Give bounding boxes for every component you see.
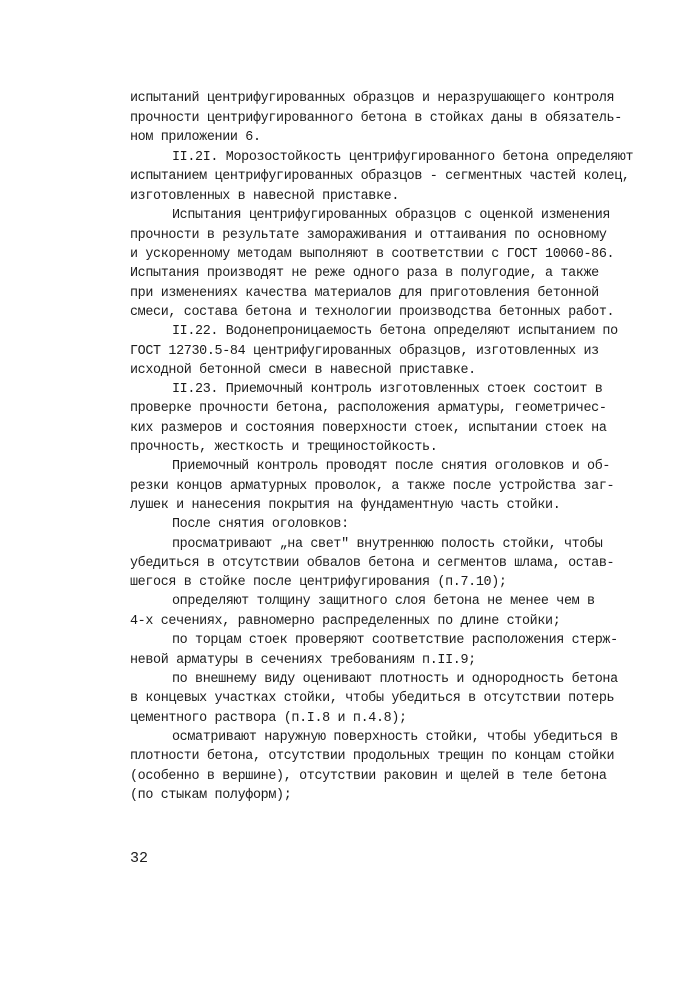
- text-line: прочности центрифугированного бетона в стойках даны в обязатель-: [130, 111, 622, 126]
- text-line: Приемочный контроль проводят после снятия оголовков и об-: [172, 459, 611, 474]
- text-line: в концевых участках стойки, чтобы убедиться в отсутствии потерь: [130, 691, 615, 706]
- text-line: II.22. Водонепроницаемость бетона определяют испытанием по: [172, 324, 618, 339]
- text-line: II.2I. Морозостойкость центрифугированного бетона определяют: [172, 150, 634, 165]
- text-line: определяют толщину защитного слоя бетона не менее чем в: [172, 594, 595, 609]
- text-line: просматривают „на свет" внутреннюю полость стойки, чтобы: [172, 537, 603, 552]
- text-line: и ускоренному методам выполняют в соответствии с ГОСТ 10060-86.: [130, 247, 615, 262]
- text-line: прочности в результате замораживания и оттаивания по основному: [130, 228, 607, 243]
- text-line: плотности бетона, отсутствии продольных трещин по концам стойки: [130, 749, 615, 764]
- text-line: ГОСТ 12730.5-84 центрифугированных образцов, изготовленных из: [130, 344, 599, 359]
- text-line: проверке прочности бетона, расположения арматуры, геометричес-: [130, 401, 607, 416]
- text-line: Испытания центрифугированных образцов с оценкой изменения: [172, 208, 611, 223]
- text-line: ких размеров и состояния поверхности стоек, испытании стоек на: [130, 421, 607, 436]
- text-line: шегося в стойке после центрифугирования (п.7.10);: [130, 575, 507, 590]
- text-line: смеси, состава бетона и технологии производства бетонных работ.: [130, 305, 615, 320]
- text-line: цементного раствора (п.I.8 и п.4.8);: [130, 711, 407, 726]
- text-line: изготовленных в навесной приставке.: [130, 189, 399, 204]
- text-line: невой арматуры в сечениях требованиям п.II.9;: [130, 653, 476, 668]
- text-line: испытанием центрифугированных образцов - сегментных частей колец,: [130, 169, 630, 184]
- text-line: Испытания производят не реже одного раза в полугодие, а также: [130, 266, 599, 281]
- text-line: После снятия оголовков:: [172, 517, 349, 532]
- text-line: по торцам стоек проверяют соответствие расположения стерж-: [172, 633, 618, 648]
- page-number: 32: [130, 850, 149, 867]
- text-line: прочность, жесткость и трещиностойкость.: [130, 440, 438, 455]
- text-line: лушек и нанесения покрытия на фундаментную часть стойки.: [130, 498, 561, 513]
- text-line: исходной бетонной смеси в навесной приставке.: [130, 363, 476, 378]
- text-line: II.23. Приемочный контроль изготовленных стоек состоит в: [172, 382, 603, 397]
- text-line: 4-х сечениях, равномерно распределенных по длине стойки;: [130, 614, 561, 629]
- text-line: по внешнему виду оценивают плотность и однородность бетона: [172, 672, 618, 687]
- text-line: осматривают наружную поверхность стойки, чтобы убедиться в: [172, 730, 618, 745]
- text-line: испытаний центрифугированных образцов и неразрушающего контроля: [130, 91, 615, 106]
- text-line: (особенно в вершине), отсутствии раковин и щелей в теле бетона: [130, 769, 607, 784]
- text-line: (по стыкам полуформ);: [130, 788, 292, 803]
- text-line: резки концов арматурных проволок, а также после устройства заг-: [130, 479, 615, 494]
- text-line: ном приложении 6.: [130, 130, 261, 145]
- text-line: при изменениях качества материалов для приготовления бетонной: [130, 286, 599, 301]
- text-line: убедиться в отсутствии обвалов бетона и сегментов шлама, остав-: [130, 556, 615, 571]
